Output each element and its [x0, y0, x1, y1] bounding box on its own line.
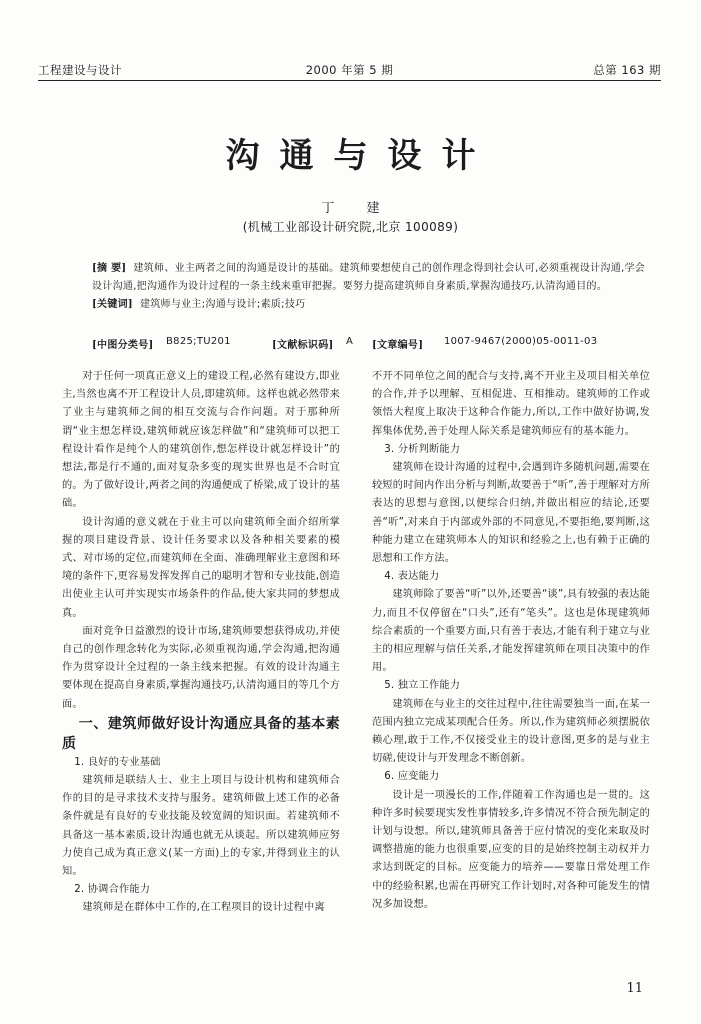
- affiliation: (机械工业部设计研究院,北京 100089): [242, 220, 459, 234]
- section-heading: 一、建筑师做好设计沟通应具备的基本素质: [62, 715, 340, 752]
- paragraph: 建筑师在与业主的交往过程中,往往需要独当一面,在某一范围内独立完成某项配合任务。所以,作为建筑师必须摆脱依赖心理,敢于工作,不仅接受业主的设计意图,更多的是与业主切磋,使设计与开发理念不断创新。: [372, 698, 650, 765]
- abstract-text: 建筑师、业主两者之间的沟通是设计的基础。建筑师要想使自己的创作理念得到社会认可,必须重视设计沟通,学会设计沟通,把沟通作为设计过程的一条主线来重审把握。要努力提高建筑师自身素质,掌握沟通技巧,认清沟通目的。: [92, 263, 646, 292]
- left-column: [62, 368, 340, 918]
- paragraph: 设计沟通的意义就在于业主可以向建筑师全面介绍所掌握的项目建设背景、设计任务要求以及各种相关要素的模式、对市场的定位,而建筑师在全面、准确理解业主意图和环境的条件下,更容易发挥发挥自己的聪明才智和专业技能,创造出使业主认可并实现实市场条件的作品,使大家共同的梦想成真。: [62, 516, 340, 619]
- keywords-text: 建筑师与业主;沟通与设计;素质;技巧: [139, 299, 306, 310]
- abstract-label: [摘 要]: [92, 263, 127, 274]
- running-header: [38, 62, 661, 80]
- sub-heading: 1. 良好的专业基础: [74, 756, 161, 768]
- abstract: [92, 260, 648, 296]
- doc-value: A: [346, 336, 354, 347]
- paragraph: 建筑师在设计沟通的过程中,会遇到许多随机问题,需要在较短的时间内作出分析与判断,故要善于“听”,善于理解对方所表达的思想与意图,以便综合归纳,并做出相应的结论,还要善“听”,对来自于内部或外部的不同意见,不要拒绝,要判断,这种能力建立在建筑师本人的知识和经验之上,也有赖于正确的思想和工作方法。: [372, 462, 650, 565]
- paragraph: 面对竞争日益激烈的设计市场,建筑师要想获得成功,并使自己的创作理念转化为实际,必须重视沟通,学会沟通,把沟通作为贯穿设计全过程的一条主线来把握。有效的设计沟通主要体现在提高自身素质,掌握沟通技巧,认清沟通目的等几个方面。: [62, 625, 340, 710]
- paragraph: 建筑师是联结人士、业主上项目与设计机构和建筑师合作的目的是寻求技术支持与服务。建筑师做上述工作的必备条件就是有良好的专业技能及较宽阔的知识面。若建筑师不具备这一基本素质,设计沟通也就无从谈起。所以建筑师应努力使自己成为真正意义(某一方面)上的专家,并得到业主的认知。: [62, 775, 340, 878]
- cls-label: [中图分类号]: [92, 340, 154, 351]
- header-rule: [38, 80, 661, 81]
- right-column: [372, 368, 650, 914]
- paragraph: 不开不同单位之间的配合与支持,离不开业主及项目相关单位的合作,并予以理解、互相促进、互相推动。建筑师的工作或领悟大程度上取决于这种合作能力,所以,工作中做好协调,发挥集体优势,善于处理人际关系是建筑师应有的基本能力。: [372, 371, 650, 437]
- keywords: [92, 296, 648, 314]
- abstract-block: [92, 260, 648, 314]
- id-label: [文章编号]: [372, 340, 424, 351]
- paragraph: 建筑师除了要善“听”以外,还要善“谈”,具有较强的表达能力,而且不仅停留在“口头”,还有“笔头”。这也是体现建筑师综合素质的一个重要方面,只有善于表达,才能有利于建立与业主的相应理解与信任关系,才能发挥建筑师在项目决策中的作用。: [372, 589, 650, 674]
- paragraph: 对于任何一项真正意义上的建设工程,必然有建设方,即业主,当然也离不开工程设计人员,即建筑师。这样也就必然带来了业主与建筑师之间的相互交流与合作问题。对于那种所谓“业主想怎样设,建筑师就应该怎样做”和“建筑师可以把工程设计看作是纯个人的建筑创作,想怎样设计就怎样设计”的想法,都是行不通的,面对复杂多变的现实世界也是不合时宜的。为了做好设计,两者之间的沟通便成了桥梁,成了设计的基础。: [62, 371, 340, 510]
- sub-heading: 5. 独立工作能力: [384, 680, 461, 692]
- article-title: 沟通与设计: [225, 136, 496, 176]
- sub-heading: 6. 应变能力: [384, 771, 440, 783]
- doc-label: [文献标识码]: [272, 340, 334, 351]
- page-number: 11: [626, 981, 643, 996]
- sub-heading: 3. 分析判断能力: [384, 443, 461, 455]
- sub-heading: 2. 协调合作能力: [74, 884, 151, 896]
- paragraph: 设计是一项漫长的工作,伴随着工作沟通也是一贯的。这种许多时候要现实发性事情较多,许多情况不符合预先制定的计划与设想。所以,建筑师具备善于应付情况的变化来取及时调整措施的能力也很重要,应变的目的是始终控制主动权并力求达到既定的目标。应变能力的培养——要靠日常处理工作中的经验积累,也需在再研究工作计划时,对各种可能发生的情况多加设想。: [372, 789, 650, 910]
- author: 丁 建: [321, 201, 394, 216]
- journal-name: 工程建设与设计: [38, 63, 122, 77]
- paragraph: 建筑师是在群体中工作的,在工程项目的设计过程中离: [82, 902, 325, 914]
- id-value: 1007-9467(2000)05-0011-03: [444, 336, 598, 347]
- cls-value: B825;TU201: [166, 336, 231, 347]
- issue-info: 2000 年第 5 期: [305, 63, 394, 77]
- total-issue: 总第 163 期: [593, 63, 661, 77]
- sub-heading: 4. 表达能力: [384, 571, 440, 583]
- keywords-label: [关键词]: [92, 299, 133, 310]
